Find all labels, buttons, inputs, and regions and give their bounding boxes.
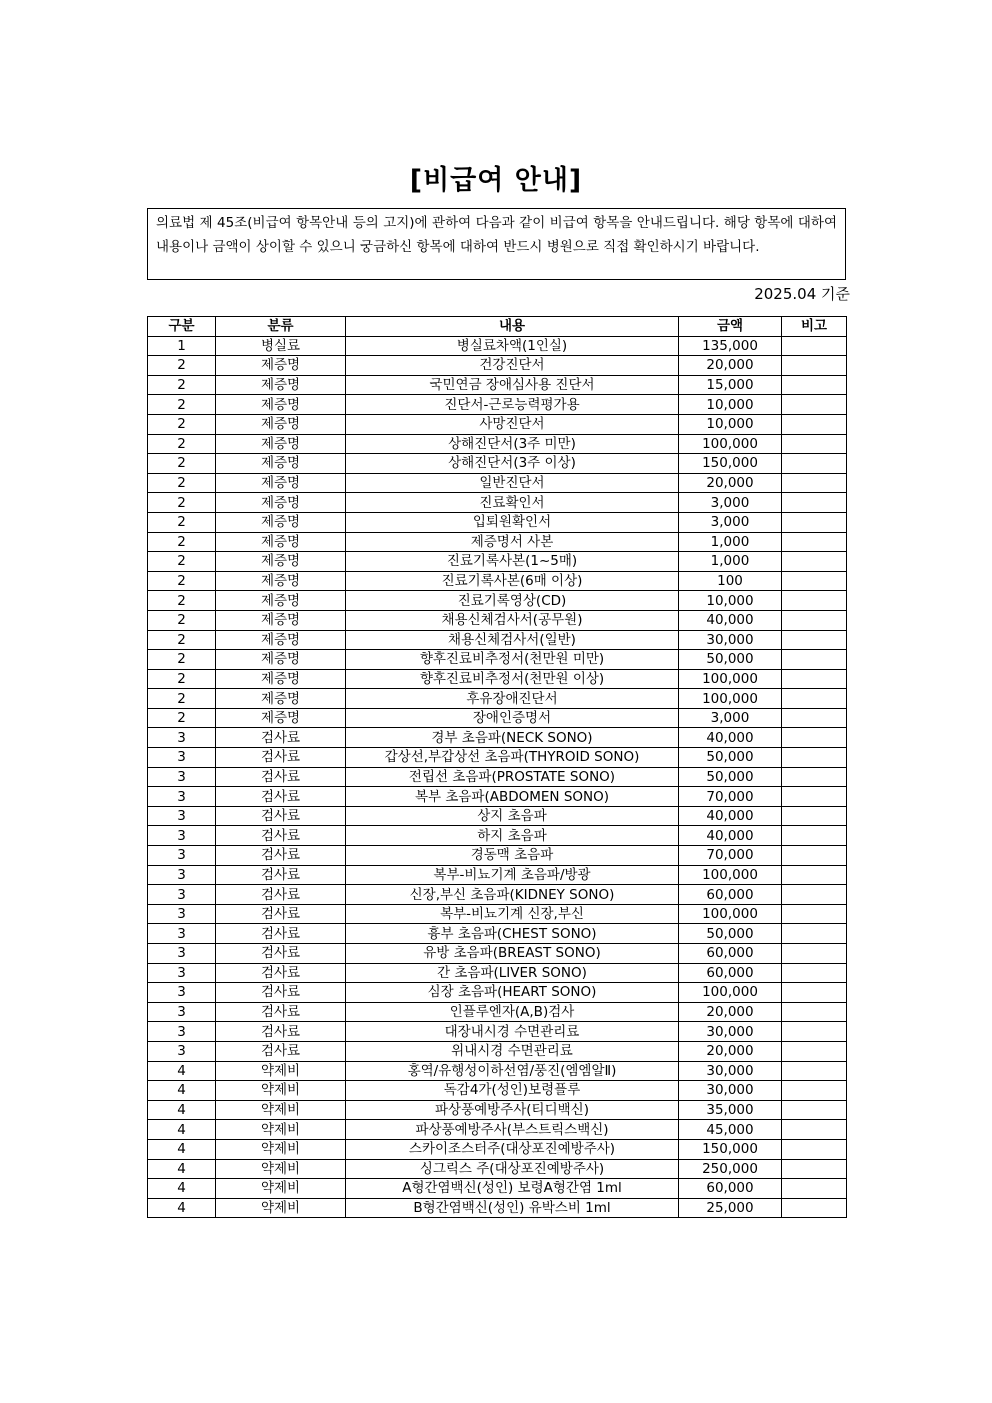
table-row <box>148 650 847 670</box>
cell-amount: 60,000 <box>679 1179 782 1199</box>
cell-remarks <box>782 767 847 787</box>
cell-amount: 20,000 <box>679 356 782 376</box>
cell-amount: 30,000 <box>679 1081 782 1101</box>
cell-category-no: 4 <box>148 1139 216 1159</box>
cell-classification: 약제비 <box>216 1081 346 1101</box>
cell-remarks <box>782 1022 847 1042</box>
cell-amount: 100,000 <box>679 669 782 689</box>
cell-classification: 검사료 <box>216 885 346 905</box>
cell-category-no: 3 <box>148 767 216 787</box>
cell-category-no: 2 <box>148 375 216 395</box>
cell-classification: 검사료 <box>216 1002 346 1022</box>
cell-content: 건강진단서 <box>346 356 679 376</box>
cell-classification: 제증명 <box>216 512 346 532</box>
cell-classification: 약제비 <box>216 1120 346 1140</box>
table-row <box>148 885 847 905</box>
cell-amount: 30,000 <box>679 1022 782 1042</box>
cell-content: 국민연금 장애심사용 진단서 <box>346 375 679 395</box>
cell-classification: 검사료 <box>216 787 346 807</box>
cell-category-no: 2 <box>148 454 216 474</box>
cell-classification: 검사료 <box>216 924 346 944</box>
table-body <box>148 336 847 1218</box>
cell-category-no: 3 <box>148 865 216 885</box>
cell-remarks <box>782 748 847 768</box>
cell-remarks <box>782 885 847 905</box>
table-row <box>148 1061 847 1081</box>
cell-classification: 약제비 <box>216 1159 346 1179</box>
cell-content: 진단서-근로능력평가용 <box>346 395 679 415</box>
cell-remarks <box>782 904 847 924</box>
cell-remarks <box>782 865 847 885</box>
cell-classification: 검사료 <box>216 865 346 885</box>
table-row <box>148 1198 847 1218</box>
cell-classification: 제증명 <box>216 552 346 572</box>
cell-remarks <box>782 689 847 709</box>
cell-amount: 20,000 <box>679 1041 782 1061</box>
cell-amount: 150,000 <box>679 454 782 474</box>
cell-category-no: 3 <box>148 826 216 846</box>
cell-classification: 제증명 <box>216 591 346 611</box>
cell-content: 하지 초음파 <box>346 826 679 846</box>
header-amount: 금액 <box>679 317 782 337</box>
cell-content: 갑상선,부갑상선 초음파(THYROID SONO) <box>346 748 679 768</box>
table-row <box>148 395 847 415</box>
cell-classification: 검사료 <box>216 904 346 924</box>
cell-amount: 45,000 <box>679 1120 782 1140</box>
table-row <box>148 1179 847 1199</box>
cell-amount: 100,000 <box>679 983 782 1003</box>
cell-classification: 병실료 <box>216 336 346 356</box>
cell-content: 간 초음파(LIVER SONO) <box>346 963 679 983</box>
cell-content: 입퇴원확인서 <box>346 512 679 532</box>
cell-category-no: 4 <box>148 1061 216 1081</box>
table-row <box>148 1100 847 1120</box>
cell-classification: 검사료 <box>216 944 346 964</box>
table-row <box>148 846 847 866</box>
cell-classification: 제증명 <box>216 375 346 395</box>
cell-category-no: 1 <box>148 336 216 356</box>
cell-category-no: 2 <box>148 669 216 689</box>
cell-classification: 약제비 <box>216 1139 346 1159</box>
cell-category-no: 2 <box>148 414 216 434</box>
cell-amount: 15,000 <box>679 375 782 395</box>
cell-category-no: 3 <box>148 728 216 748</box>
cell-content: 싱그릭스 주(대상포진예방주사) <box>346 1159 679 1179</box>
table-row <box>148 1120 847 1140</box>
cell-content: 전립선 초음파(PROSTATE SONO) <box>346 767 679 787</box>
cell-classification: 검사료 <box>216 846 346 866</box>
standard-date: 2025.04 기준 <box>754 285 850 303</box>
cell-amount: 100,000 <box>679 689 782 709</box>
cell-remarks <box>782 630 847 650</box>
cell-category-no: 2 <box>148 650 216 670</box>
cell-content: 향후진료비추정서(천만원 미만) <box>346 650 679 670</box>
cell-classification: 검사료 <box>216 748 346 768</box>
cell-content: 채용신체검사서(공무원) <box>346 610 679 630</box>
cell-content: 복부-비뇨기계 신장,부신 <box>346 904 679 924</box>
cell-content: 장애인증명서 <box>346 708 679 728</box>
table-row <box>148 708 847 728</box>
table-row <box>148 944 847 964</box>
table-row <box>148 434 847 454</box>
cell-amount: 135,000 <box>679 336 782 356</box>
cell-category-no: 3 <box>148 924 216 944</box>
cell-remarks <box>782 610 847 630</box>
table-row <box>148 787 847 807</box>
cell-amount: 100,000 <box>679 434 782 454</box>
cell-classification: 검사료 <box>216 806 346 826</box>
cell-amount: 40,000 <box>679 610 782 630</box>
table-row <box>148 806 847 826</box>
cell-amount: 1,000 <box>679 552 782 572</box>
cell-category-no: 4 <box>148 1100 216 1120</box>
cell-remarks <box>782 395 847 415</box>
table-row <box>148 630 847 650</box>
cell-classification: 제증명 <box>216 708 346 728</box>
cell-amount: 50,000 <box>679 767 782 787</box>
cell-amount: 50,000 <box>679 748 782 768</box>
cell-classification: 제증명 <box>216 630 346 650</box>
cell-remarks <box>782 512 847 532</box>
cell-amount: 35,000 <box>679 1100 782 1120</box>
cell-category-no: 4 <box>148 1179 216 1199</box>
table-row <box>148 728 847 748</box>
cell-remarks <box>782 1100 847 1120</box>
cell-content: 향후진료비추정서(천만원 이상) <box>346 669 679 689</box>
cell-classification: 검사료 <box>216 767 346 787</box>
table-row <box>148 767 847 787</box>
cell-category-no: 3 <box>148 983 216 1003</box>
header-content: 내용 <box>346 317 679 337</box>
table-row <box>148 375 847 395</box>
cell-category-no: 3 <box>148 1002 216 1022</box>
table-row <box>148 591 847 611</box>
cell-category-no: 3 <box>148 806 216 826</box>
cell-amount: 70,000 <box>679 846 782 866</box>
cell-amount: 50,000 <box>679 924 782 944</box>
cell-amount: 10,000 <box>679 591 782 611</box>
cell-remarks <box>782 1120 847 1140</box>
cell-content: 사망진단서 <box>346 414 679 434</box>
cell-content: 채용신체검사서(일반) <box>346 630 679 650</box>
cell-category-no: 2 <box>148 493 216 513</box>
page-title: [비급여 안내] <box>409 165 583 196</box>
cell-remarks <box>782 1198 847 1218</box>
cell-content: 파상풍예방주사(티디백신) <box>346 1100 679 1120</box>
cell-content: 흉부 초음파(CHEST SONO) <box>346 924 679 944</box>
cell-category-no: 3 <box>148 748 216 768</box>
cell-category-no: 2 <box>148 356 216 376</box>
cell-remarks <box>782 1139 847 1159</box>
cell-remarks <box>782 1061 847 1081</box>
cell-category-no: 2 <box>148 395 216 415</box>
cell-remarks <box>782 493 847 513</box>
cell-content: 제증명서 사본 <box>346 532 679 552</box>
cell-content: 경동맥 초음파 <box>346 846 679 866</box>
cell-amount: 150,000 <box>679 1139 782 1159</box>
cell-content: B형간염백신(성인) 유박스비 1ml <box>346 1198 679 1218</box>
cell-classification: 검사료 <box>216 728 346 748</box>
cell-content: 복부-비뇨기계 초음파/방광 <box>346 865 679 885</box>
cell-remarks <box>782 728 847 748</box>
cell-remarks <box>782 1159 847 1179</box>
cell-category-no: 3 <box>148 1022 216 1042</box>
table-row <box>148 473 847 493</box>
cell-remarks <box>782 356 847 376</box>
cell-classification: 제증명 <box>216 454 346 474</box>
cell-category-no: 3 <box>148 885 216 905</box>
cell-remarks <box>782 1179 847 1199</box>
cell-content: 위내시경 수면관리료 <box>346 1041 679 1061</box>
table-row <box>148 924 847 944</box>
cell-classification: 제증명 <box>216 571 346 591</box>
cell-remarks <box>782 708 847 728</box>
cell-amount: 20,000 <box>679 1002 782 1022</box>
cell-amount: 3,000 <box>679 493 782 513</box>
cell-classification: 제증명 <box>216 395 346 415</box>
cell-category-no: 2 <box>148 552 216 572</box>
cell-amount: 20,000 <box>679 473 782 493</box>
cell-category-no: 2 <box>148 473 216 493</box>
cell-remarks <box>782 336 847 356</box>
cell-classification: 검사료 <box>216 826 346 846</box>
table-row <box>148 669 847 689</box>
cell-classification: 검사료 <box>216 983 346 1003</box>
table-row <box>148 865 847 885</box>
cell-classification: 제증명 <box>216 669 346 689</box>
cell-classification: 제증명 <box>216 650 346 670</box>
cell-classification: 제증명 <box>216 610 346 630</box>
table-row <box>148 532 847 552</box>
cell-amount: 60,000 <box>679 963 782 983</box>
cell-classification: 검사료 <box>216 1022 346 1042</box>
cell-remarks <box>782 375 847 395</box>
cell-amount: 10,000 <box>679 395 782 415</box>
cell-remarks <box>782 434 847 454</box>
cell-content: A형간염백신(성인) 보령A형간염 1ml <box>346 1179 679 1199</box>
cell-category-no: 3 <box>148 944 216 964</box>
table-row <box>148 414 847 434</box>
table-row <box>148 356 847 376</box>
cell-amount: 1,000 <box>679 532 782 552</box>
cell-amount: 60,000 <box>679 944 782 964</box>
cell-remarks <box>782 924 847 944</box>
cell-content: 진료기록영상(CD) <box>346 591 679 611</box>
cell-category-no: 2 <box>148 591 216 611</box>
cell-classification: 제증명 <box>216 689 346 709</box>
cell-category-no: 4 <box>148 1120 216 1140</box>
cell-content: 상해진단서(3주 이상) <box>346 454 679 474</box>
table-row <box>148 512 847 532</box>
table-row <box>148 1002 847 1022</box>
cell-amount: 100,000 <box>679 865 782 885</box>
table-row <box>148 826 847 846</box>
table-header-row <box>148 317 847 337</box>
cell-content: 인플루엔자(A,B)검사 <box>346 1002 679 1022</box>
cell-amount: 100 <box>679 571 782 591</box>
cell-remarks <box>782 846 847 866</box>
header-category-no: 구분 <box>148 317 216 337</box>
cell-category-no: 3 <box>148 1041 216 1061</box>
cell-category-no: 3 <box>148 963 216 983</box>
table-row <box>148 552 847 572</box>
cell-remarks <box>782 983 847 1003</box>
cell-content: 진료기록사본(1~5매) <box>346 552 679 572</box>
cell-category-no: 2 <box>148 708 216 728</box>
cell-remarks <box>782 473 847 493</box>
cell-remarks <box>782 650 847 670</box>
cell-classification: 검사료 <box>216 963 346 983</box>
cell-classification: 검사료 <box>216 1041 346 1061</box>
cell-remarks <box>782 414 847 434</box>
cell-amount: 40,000 <box>679 728 782 748</box>
cell-content: 독감4가(성인)보령플루 <box>346 1081 679 1101</box>
cell-classification: 제증명 <box>216 434 346 454</box>
cell-amount: 3,000 <box>679 708 782 728</box>
table-row <box>148 904 847 924</box>
cell-classification: 약제비 <box>216 1100 346 1120</box>
cell-classification: 약제비 <box>216 1061 346 1081</box>
cell-category-no: 4 <box>148 1159 216 1179</box>
cell-remarks <box>782 944 847 964</box>
cell-amount: 10,000 <box>679 414 782 434</box>
cell-amount: 100,000 <box>679 904 782 924</box>
cell-amount: 30,000 <box>679 1061 782 1081</box>
cell-category-no: 2 <box>148 689 216 709</box>
cell-content: 스카이조스터주(대상포진예방주사) <box>346 1139 679 1159</box>
table-row <box>148 748 847 768</box>
cell-classification: 제증명 <box>216 493 346 513</box>
cell-content: 홍역/유행성이하선염/풍진(엠엠알Ⅱ) <box>346 1061 679 1081</box>
cell-amount: 3,000 <box>679 512 782 532</box>
cell-classification: 제증명 <box>216 356 346 376</box>
cell-category-no: 3 <box>148 904 216 924</box>
cell-remarks <box>782 552 847 572</box>
table-row <box>148 1139 847 1159</box>
table-row <box>148 336 847 356</box>
fee-table <box>147 316 847 1218</box>
cell-content: 경부 초음파(NECK SONO) <box>346 728 679 748</box>
cell-remarks <box>782 591 847 611</box>
cell-category-no: 2 <box>148 610 216 630</box>
cell-content: 상해진단서(3주 미만) <box>346 434 679 454</box>
cell-remarks <box>782 787 847 807</box>
cell-content: 진료확인서 <box>346 493 679 513</box>
cell-classification: 약제비 <box>216 1179 346 1199</box>
cell-amount: 25,000 <box>679 1198 782 1218</box>
cell-category-no: 4 <box>148 1081 216 1101</box>
cell-content: 병실료차액(1인실) <box>346 336 679 356</box>
cell-content: 대장내시경 수면관리료 <box>346 1022 679 1042</box>
cell-category-no: 2 <box>148 434 216 454</box>
cell-content: 복부 초음파(ABDOMEN SONO) <box>346 787 679 807</box>
table-row <box>148 1022 847 1042</box>
cell-remarks <box>782 806 847 826</box>
cell-amount: 30,000 <box>679 630 782 650</box>
cell-content: 상지 초음파 <box>346 806 679 826</box>
table-row <box>148 1159 847 1179</box>
cell-amount: 70,000 <box>679 787 782 807</box>
cell-remarks <box>782 963 847 983</box>
cell-content: 진료기록사본(6매 이상) <box>346 571 679 591</box>
cell-content: 유방 초음파(BREAST SONO) <box>346 944 679 964</box>
cell-category-no: 4 <box>148 1198 216 1218</box>
cell-classification: 제증명 <box>216 532 346 552</box>
cell-amount: 250,000 <box>679 1159 782 1179</box>
table-row <box>148 610 847 630</box>
cell-remarks <box>782 454 847 474</box>
cell-classification: 약제비 <box>216 1198 346 1218</box>
table-row <box>148 1081 847 1101</box>
cell-remarks <box>782 1002 847 1022</box>
cell-content: 일반진단서 <box>346 473 679 493</box>
cell-classification: 제증명 <box>216 473 346 493</box>
header-remarks: 비고 <box>782 317 847 337</box>
cell-content: 후유장애진단서 <box>346 689 679 709</box>
cell-category-no: 2 <box>148 512 216 532</box>
cell-remarks <box>782 1081 847 1101</box>
table-row <box>148 983 847 1003</box>
cell-amount: 60,000 <box>679 885 782 905</box>
cell-remarks <box>782 826 847 846</box>
cell-category-no: 2 <box>148 630 216 650</box>
cell-category-no: 3 <box>148 846 216 866</box>
cell-category-no: 2 <box>148 571 216 591</box>
cell-remarks <box>782 532 847 552</box>
cell-amount: 50,000 <box>679 650 782 670</box>
cell-remarks <box>782 571 847 591</box>
cell-classification: 제증명 <box>216 414 346 434</box>
cell-category-no: 3 <box>148 787 216 807</box>
cell-content: 심장 초음파(HEART SONO) <box>346 983 679 1003</box>
table-row <box>148 571 847 591</box>
table-row <box>148 689 847 709</box>
table-row <box>148 963 847 983</box>
cell-content: 파상풍예방주사(부스트릭스백신) <box>346 1120 679 1140</box>
cell-content: 신장,부신 초음파(KIDNEY SONO) <box>346 885 679 905</box>
cell-amount: 40,000 <box>679 826 782 846</box>
cell-remarks <box>782 1041 847 1061</box>
header-classification: 분류 <box>216 317 346 337</box>
cell-remarks <box>782 669 847 689</box>
cell-amount: 40,000 <box>679 806 782 826</box>
table-row <box>148 454 847 474</box>
table-row <box>148 1041 847 1061</box>
cell-category-no: 2 <box>148 532 216 552</box>
notice-box: 의료법 제 45조(비급여 항목안내 등의 고지)에 관하여 다음과 같이 비급여 항목을 안내드립니다. 해당 항목에 대하여 내용이나 금액이 상이할 수 있으니 궁금하신 항목에 대하여 반드시 병원으로 직접 확인하시기 바랍니다. <box>147 208 846 280</box>
table-row <box>148 493 847 513</box>
